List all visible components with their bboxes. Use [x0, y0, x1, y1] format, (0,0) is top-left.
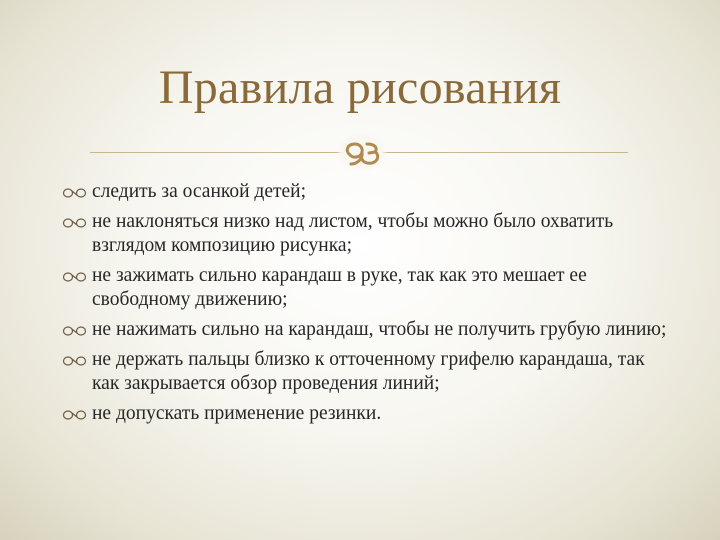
list-item-text: не нажимать сильно на карандаш, чтобы не получить грубую линию; — [92, 319, 667, 340]
list-item-text: не держать пальцы близко к отточенному грифелю карандаша, так как закрывается обзор проведения линий; — [92, 349, 645, 394]
double-loop-bullet-icon — [62, 187, 88, 199]
double-loop-bullet-icon — [62, 217, 88, 229]
list-item — [60, 402, 670, 426]
rules-list — [60, 180, 670, 432]
double-loop-bullet-icon — [62, 409, 88, 421]
slide-title: Правила рисования — [158, 61, 562, 114]
list-item-text: следить за осанкой детей; — [92, 181, 307, 202]
double-loop-bullet-icon — [62, 355, 88, 367]
list-item — [60, 180, 670, 204]
list-item-text: не наклоняться низко над листом, чтобы можно было охватить взглядом композицию рисунка; — [92, 211, 614, 256]
list-item — [60, 210, 670, 258]
list-item-text: не допускать применение резинки. — [92, 403, 382, 424]
double-loop-bullet-icon — [62, 271, 88, 283]
list-item — [60, 348, 670, 396]
double-loop-bullet-icon — [62, 325, 88, 337]
list-item — [60, 264, 670, 312]
scroll-ornament-icon — [337, 133, 387, 171]
list-item — [60, 318, 670, 342]
list-item-text: не зажимать сильно карандаш в руке, так как это мешает ее свободному движению; — [92, 265, 587, 310]
